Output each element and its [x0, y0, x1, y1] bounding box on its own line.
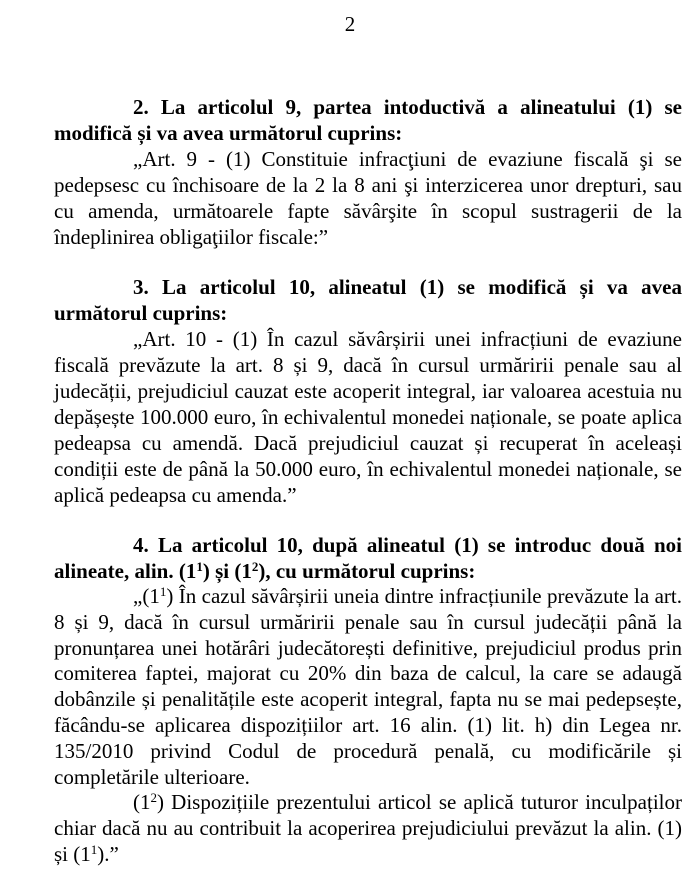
section-heading	[54, 532, 682, 584]
amendment-section-3	[54, 274, 682, 508]
superscript: 1	[90, 841, 98, 857]
section-paragraph	[54, 584, 682, 790]
section-heading: 2. La articolul 9, partea intoductivă a alineatului (1) se modifică și va avea următorul cuprins:	[54, 95, 682, 145]
section-heading: 3. La articolul 10, alineatul (1) se modifică și va avea următorul cuprins:	[54, 275, 682, 325]
section-paragraph: „Art. 9 - (1) Constituie infracţiuni de evaziune fiscală şi se pedepsesc cu închisoare de la 2 la 8 ani şi interzicerea unor drepturi, sau cu amenda, următoarele fapte săvârşite în scopul sustragerii de la îndeplinirea obligaţiilor fiscale:”	[54, 147, 682, 249]
superscript: 2	[251, 559, 259, 574]
page-number: 2	[344, 12, 356, 36]
section-paragraph	[54, 790, 682, 867]
superscript: 1	[159, 584, 167, 599]
paragraph-text: ).”	[97, 841, 119, 866]
paragraph-text: „(1	[133, 584, 160, 608]
document-body	[54, 94, 682, 892]
superscript: 2	[150, 790, 157, 806]
paragraph-text: (1	[133, 790, 151, 815]
amendment-section-2	[54, 94, 682, 250]
section-paragraph: „Art. 10 - (1) În cazul săvârșirii unei infracțiuni de evaziune fiscală prevăzute la art. 8 și 9, dacă în cursul urmăririi penale sau al judecății, prejudiciul cauzat este acoperit integral, iar valoarea acestuia nu depășește 100.000 euro, în echivalentul monedei naționale, se poate aplica pedeapsa cu amendă. Dacă prejudiciul cauzat și recuperat în aceleași condiții este de până la 50.000 euro, în echivalentul monedei naționale, se aplică pedeapsa cu amenda.”	[54, 327, 682, 507]
heading-text: 4. La articolul 10, după alineatul (1) se introduc două noi alineate, alin. (1	[54, 533, 682, 583]
superscript: 1	[196, 559, 203, 574]
heading-text: ), cu următorul cuprins:	[258, 559, 476, 583]
paragraph-text: ) În cazul săvârșirii uneia dintre infracțiunile prevăzute la art. 8 și 9, dacă în cursul urmăririi penale sau în cursul judecății până la pronunțarea unei hotărâri judecătorești definitive, prejudiciul produs prin comiterea faptei, majorat cu 20% din baza de calcul, la care se adaugă dobânzile și penalitățile este acoperit integral, fapta nu se mai pedepsește, făcându-se aplicarea dispozițiilor art. 16 alin. (1) lit. h) din Legea nr. 135/2010 privind Codul de procedură penală, cu modificările și completările ulterioare.	[54, 584, 682, 789]
heading-text: ) și (1	[202, 559, 252, 583]
paragraph-text: ) Dispozițiile prezentului articol se aplică tuturor inculpaților chiar dacă nu au contribuit la acoperirea prejudiciului prevăzut la alin. (1) și (1	[54, 790, 682, 866]
amendment-section-4	[54, 532, 682, 868]
